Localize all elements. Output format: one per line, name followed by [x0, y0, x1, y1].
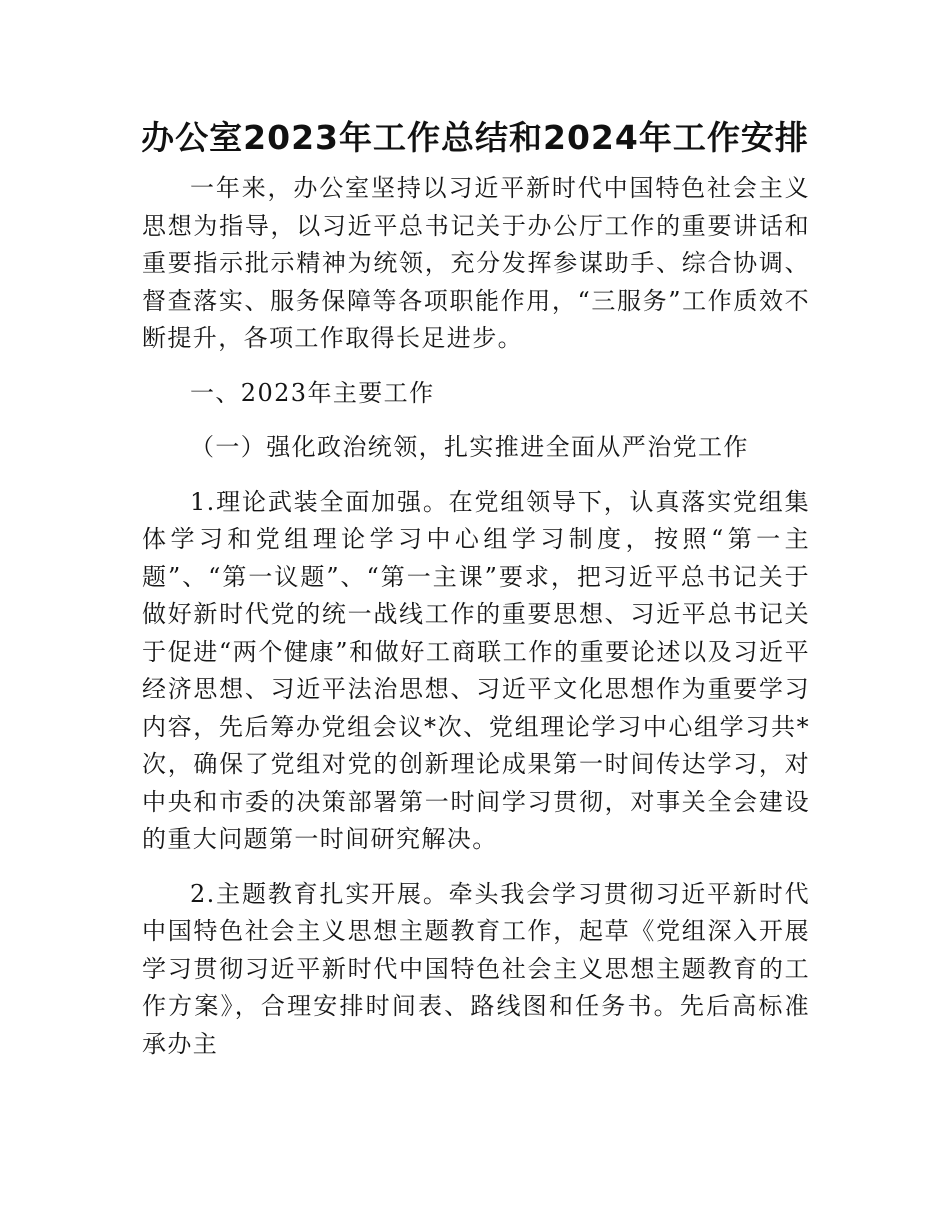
- subsection-heading: （一）强化政治统领，扎实推进全面从严治党工作: [190, 433, 749, 461]
- body-paragraph-theory: 1.理论武装全面加强。在党组领导下，认真落实党组集体学习和党组理论学习中心组学习制度，按照“第一主题”、“第一议题”、“第一主课”要求，把习近平总书记关于做好新时代党的统一战线工作的重要思想、习近平总书记关于促进“两个健康”和做好工商联工作的重要论述以及习近平经济思想、习近平法治思想、习近平文化思想作为重要学习内容，先后筹办党组会议*次、党组理论学习中心组学习共*次，确保了党组对党的创新理论成果第一时间传达学习，对中央和市委的决策部署第一时间学习贯彻，对事关全会建设的重大问题第一时间研究解决。: [142, 487, 810, 853]
- section-heading: 一、2023年主要工作: [190, 378, 435, 407]
- body-paragraph-education: 2.主题教育扎实开展。牵头我会学习贯彻习近平新时代中国特色社会主义思想主题教育工作，起草《党组深入开展学习贯彻习近平新时代中国特色社会主义思想主题教育的工作方案》，合理安排时间表、路线图和任务书。先后高标准承办主: [142, 879, 810, 1058]
- document-title: 办公室2023年工作总结和2024年工作安排: [141, 118, 809, 157]
- intro-paragraph: 一年来，办公室坚持以习近平新时代中国特色社会主义思想为指导，以习近平总书记关于办公厅工作的重要讲话和重要指示批示精神为统领，充分发挥参谋助手、综合协调、督查落实、服务保障等各项职能作用，“三服务”工作质效不断提升，各项工作取得长足进步。: [142, 174, 810, 352]
- document-body: [142, 170, 810, 1063]
